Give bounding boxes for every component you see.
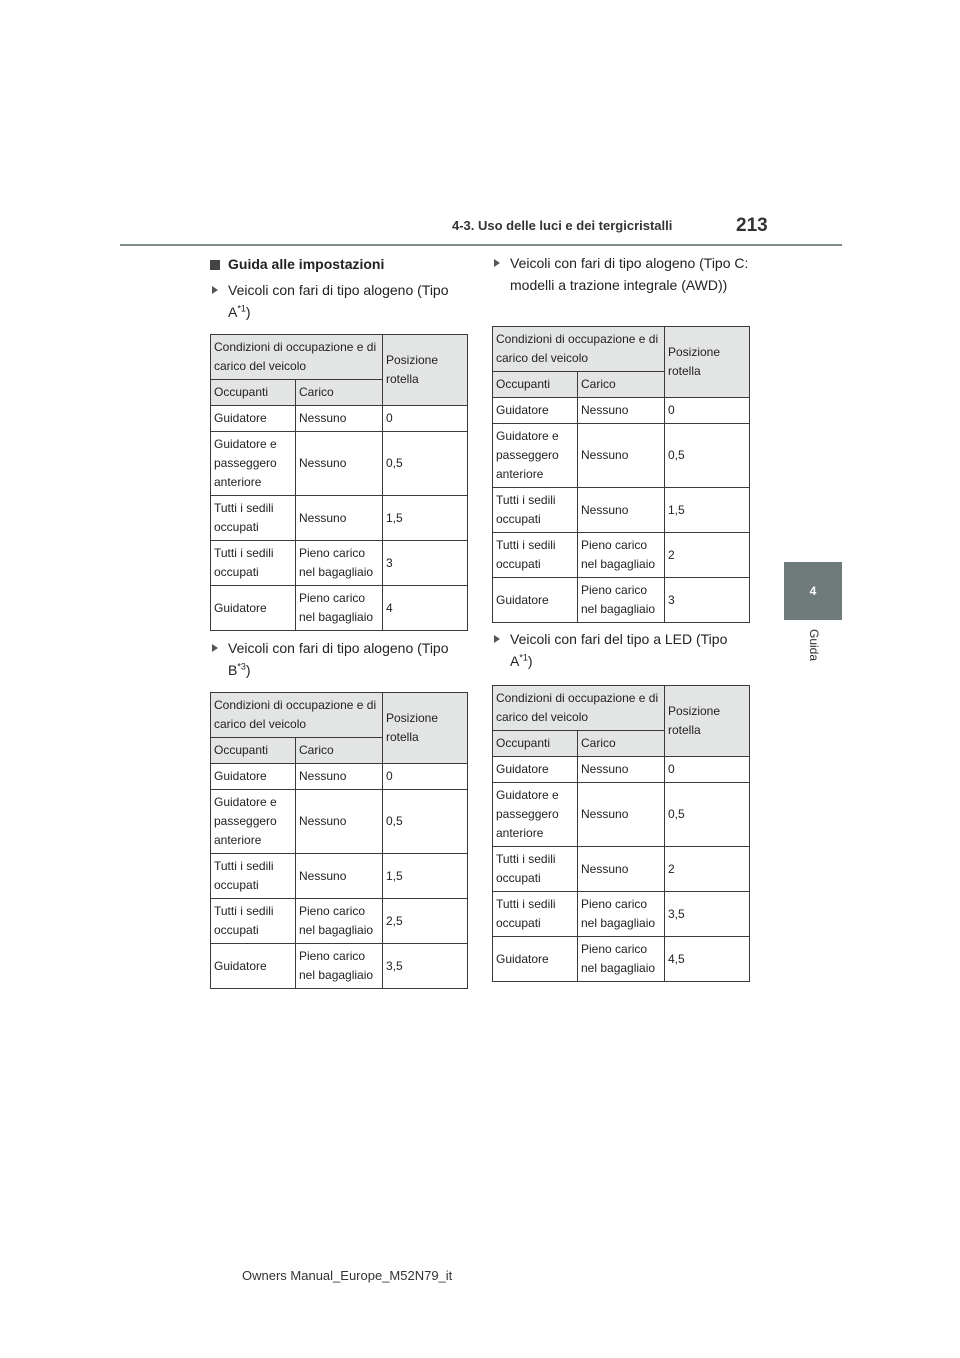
cell-occupants: Tutti i sedili occupati	[493, 533, 578, 578]
table-row	[493, 892, 750, 937]
cell-position: 0	[383, 406, 468, 432]
block-heading	[492, 252, 752, 296]
header-position: Posizione rotella	[665, 686, 750, 757]
cell-load: Nessuno	[578, 847, 665, 892]
cell-occupants: Tutti i sedili occupati	[211, 541, 296, 586]
heading-text: Veicoli con fari di tipo alogeno (Tipo C: modelli a trazione integrale (AWD))	[510, 255, 749, 293]
table-row	[211, 586, 468, 631]
cell-position: 2	[665, 533, 750, 578]
cell-position: 1,5	[383, 854, 468, 899]
header-occupants: Occupanti	[493, 372, 578, 398]
header-load: Carico	[578, 372, 665, 398]
block-halogen-type-a	[210, 279, 470, 323]
heading-text: Veicoli con fari di tipo alogeno (Tipo A	[228, 282, 449, 320]
cell-occupants: Guidatore	[493, 578, 578, 623]
table-halogen-type-a	[210, 334, 468, 631]
table-led-type-a	[492, 685, 750, 982]
table-row	[493, 533, 750, 578]
cell-position: 2,5	[383, 899, 468, 944]
block-heading	[210, 637, 470, 681]
header-divider	[120, 244, 842, 246]
table-row	[211, 496, 468, 541]
footnote-marker: *3	[237, 661, 246, 672]
table-header-row	[211, 335, 468, 380]
cell-occupants: Guidatore e passeggero anteriore	[493, 783, 578, 847]
cell-load: Nessuno	[578, 757, 665, 783]
footnote-marker: *1	[237, 303, 246, 314]
table-row	[493, 937, 750, 982]
cell-load: Nessuno	[578, 783, 665, 847]
cell-load: Nessuno	[296, 854, 383, 899]
cell-load: Nessuno	[578, 488, 665, 533]
table-halogen-type-c	[492, 326, 750, 623]
cell-load: Pieno carico nel bagagliaio	[578, 892, 665, 937]
table-row	[211, 899, 468, 944]
heading-text: )	[527, 653, 533, 669]
cell-load: Pieno carico nel bagagliaio	[578, 937, 665, 982]
cell-load: Pieno carico nel bagagliaio	[296, 944, 383, 989]
table-row	[493, 424, 750, 488]
cell-occupants: Tutti i sedili occupati	[211, 496, 296, 541]
table-row	[493, 578, 750, 623]
triangle-bullet-icon	[494, 635, 500, 643]
cell-load: Pieno carico nel bagagliaio	[296, 541, 383, 586]
cell-occupants: Guidatore e passeggero anteriore	[493, 424, 578, 488]
table-row	[211, 854, 468, 899]
cell-position: 3	[665, 578, 750, 623]
cell-load: Pieno carico nel bagagliaio	[296, 899, 383, 944]
header-load: Carico	[296, 738, 383, 764]
table-row	[211, 541, 468, 586]
cell-position: 1,5	[383, 496, 468, 541]
header-load: Carico	[578, 731, 665, 757]
cell-load: Nessuno	[296, 790, 383, 854]
cell-position: 3,5	[665, 892, 750, 937]
cell-occupants: Guidatore	[493, 757, 578, 783]
header-position: Posizione rotella	[383, 335, 468, 406]
cell-load: Nessuno	[296, 496, 383, 541]
table-halogen-type-b	[210, 692, 468, 989]
cell-occupants: Guidatore e passeggero anteriore	[211, 432, 296, 496]
cell-occupants: Tutti i sedili occupati	[211, 854, 296, 899]
table-header-row	[493, 327, 750, 372]
heading-text: )	[245, 662, 251, 678]
cell-load: Nessuno	[296, 406, 383, 432]
table-row	[493, 783, 750, 847]
block-halogen-type-c	[492, 252, 752, 296]
chapter-title: 4-3. Uso delle luci e dei tergicristalli	[452, 218, 673, 233]
block-halogen-type-b	[210, 637, 470, 681]
table-row	[211, 432, 468, 496]
heading-text: )	[245, 304, 251, 320]
chapter-tab	[784, 562, 842, 620]
heading-text: Veicoli con fari di tipo alogeno (Tipo B	[228, 640, 449, 678]
cell-occupants: Guidatore e passeggero anteriore	[211, 790, 296, 854]
cell-load: Pieno carico nel bagagliaio	[296, 586, 383, 631]
cell-occupants: Guidatore	[211, 406, 296, 432]
chapter-tab-label: Guida	[807, 629, 821, 662]
cell-position: 0	[665, 757, 750, 783]
cell-position: 3,5	[383, 944, 468, 989]
cell-position: 0	[665, 398, 750, 424]
cell-load: Pieno carico nel bagagliaio	[578, 578, 665, 623]
header-load: Carico	[296, 380, 383, 406]
block-heading	[210, 279, 470, 323]
page-number: 213	[736, 215, 768, 236]
header-conditions: Condizioni di occupazione e di carico del veicolo	[493, 327, 665, 372]
header-conditions: Condizioni di occupazione e di carico del veicolo	[493, 686, 665, 731]
cell-position: 2	[665, 847, 750, 892]
table-row	[493, 488, 750, 533]
table-row	[211, 406, 468, 432]
cell-load: Nessuno	[578, 398, 665, 424]
table-header-row	[211, 693, 468, 738]
table-row	[211, 790, 468, 854]
cell-position: 0,5	[665, 424, 750, 488]
footnote-marker: *1	[519, 652, 528, 663]
header-occupants: Occupanti	[211, 380, 296, 406]
cell-occupants: Guidatore	[211, 944, 296, 989]
header-occupants: Occupanti	[493, 731, 578, 757]
table-row	[493, 757, 750, 783]
table-row	[493, 398, 750, 424]
table-row	[211, 764, 468, 790]
cell-position: 4,5	[665, 937, 750, 982]
section-title: Guida alle impostazioni	[228, 256, 385, 272]
header-conditions: Condizioni di occupazione e di carico del veicolo	[211, 693, 383, 738]
cell-position: 0,5	[665, 783, 750, 847]
cell-load: Nessuno	[296, 432, 383, 496]
cell-occupants: Tutti i sedili occupati	[493, 488, 578, 533]
cell-occupants: Guidatore	[211, 586, 296, 631]
cell-position: 4	[383, 586, 468, 631]
header-occupants: Occupanti	[211, 738, 296, 764]
header-position: Posizione rotella	[665, 327, 750, 398]
triangle-bullet-icon	[212, 286, 218, 294]
cell-position: 0,5	[383, 790, 468, 854]
chapter-tab-number: 4	[809, 584, 817, 598]
table-header-row	[493, 686, 750, 731]
cell-occupants: Guidatore	[493, 937, 578, 982]
block-led-type-a	[492, 628, 752, 672]
cell-load: Pieno carico nel bagagliaio	[578, 533, 665, 578]
cell-position: 0	[383, 764, 468, 790]
triangle-bullet-icon	[212, 644, 218, 652]
cell-position: 1,5	[665, 488, 750, 533]
document-footer: Owners Manual_Europe_M52N79_it	[242, 1268, 453, 1283]
cell-occupants: Guidatore	[493, 398, 578, 424]
table-row	[211, 944, 468, 989]
cell-occupants: Tutti i sedili occupati	[211, 899, 296, 944]
cell-load: Nessuno	[578, 424, 665, 488]
cell-occupants: Tutti i sedili occupati	[493, 892, 578, 937]
cell-occupants: Guidatore	[211, 764, 296, 790]
cell-position: 3	[383, 541, 468, 586]
block-heading	[492, 628, 752, 672]
heading-text: Veicoli con fari del tipo a LED (Tipo A	[510, 631, 728, 669]
cell-load: Nessuno	[296, 764, 383, 790]
table-row	[493, 847, 750, 892]
triangle-bullet-icon	[494, 259, 500, 267]
section-heading	[210, 256, 384, 272]
square-bullet-icon	[210, 260, 220, 270]
cell-occupants: Tutti i sedili occupati	[493, 847, 578, 892]
cell-position: 0,5	[383, 432, 468, 496]
header-conditions: Condizioni di occupazione e di carico del veicolo	[211, 335, 383, 380]
header-position: Posizione rotella	[383, 693, 468, 764]
